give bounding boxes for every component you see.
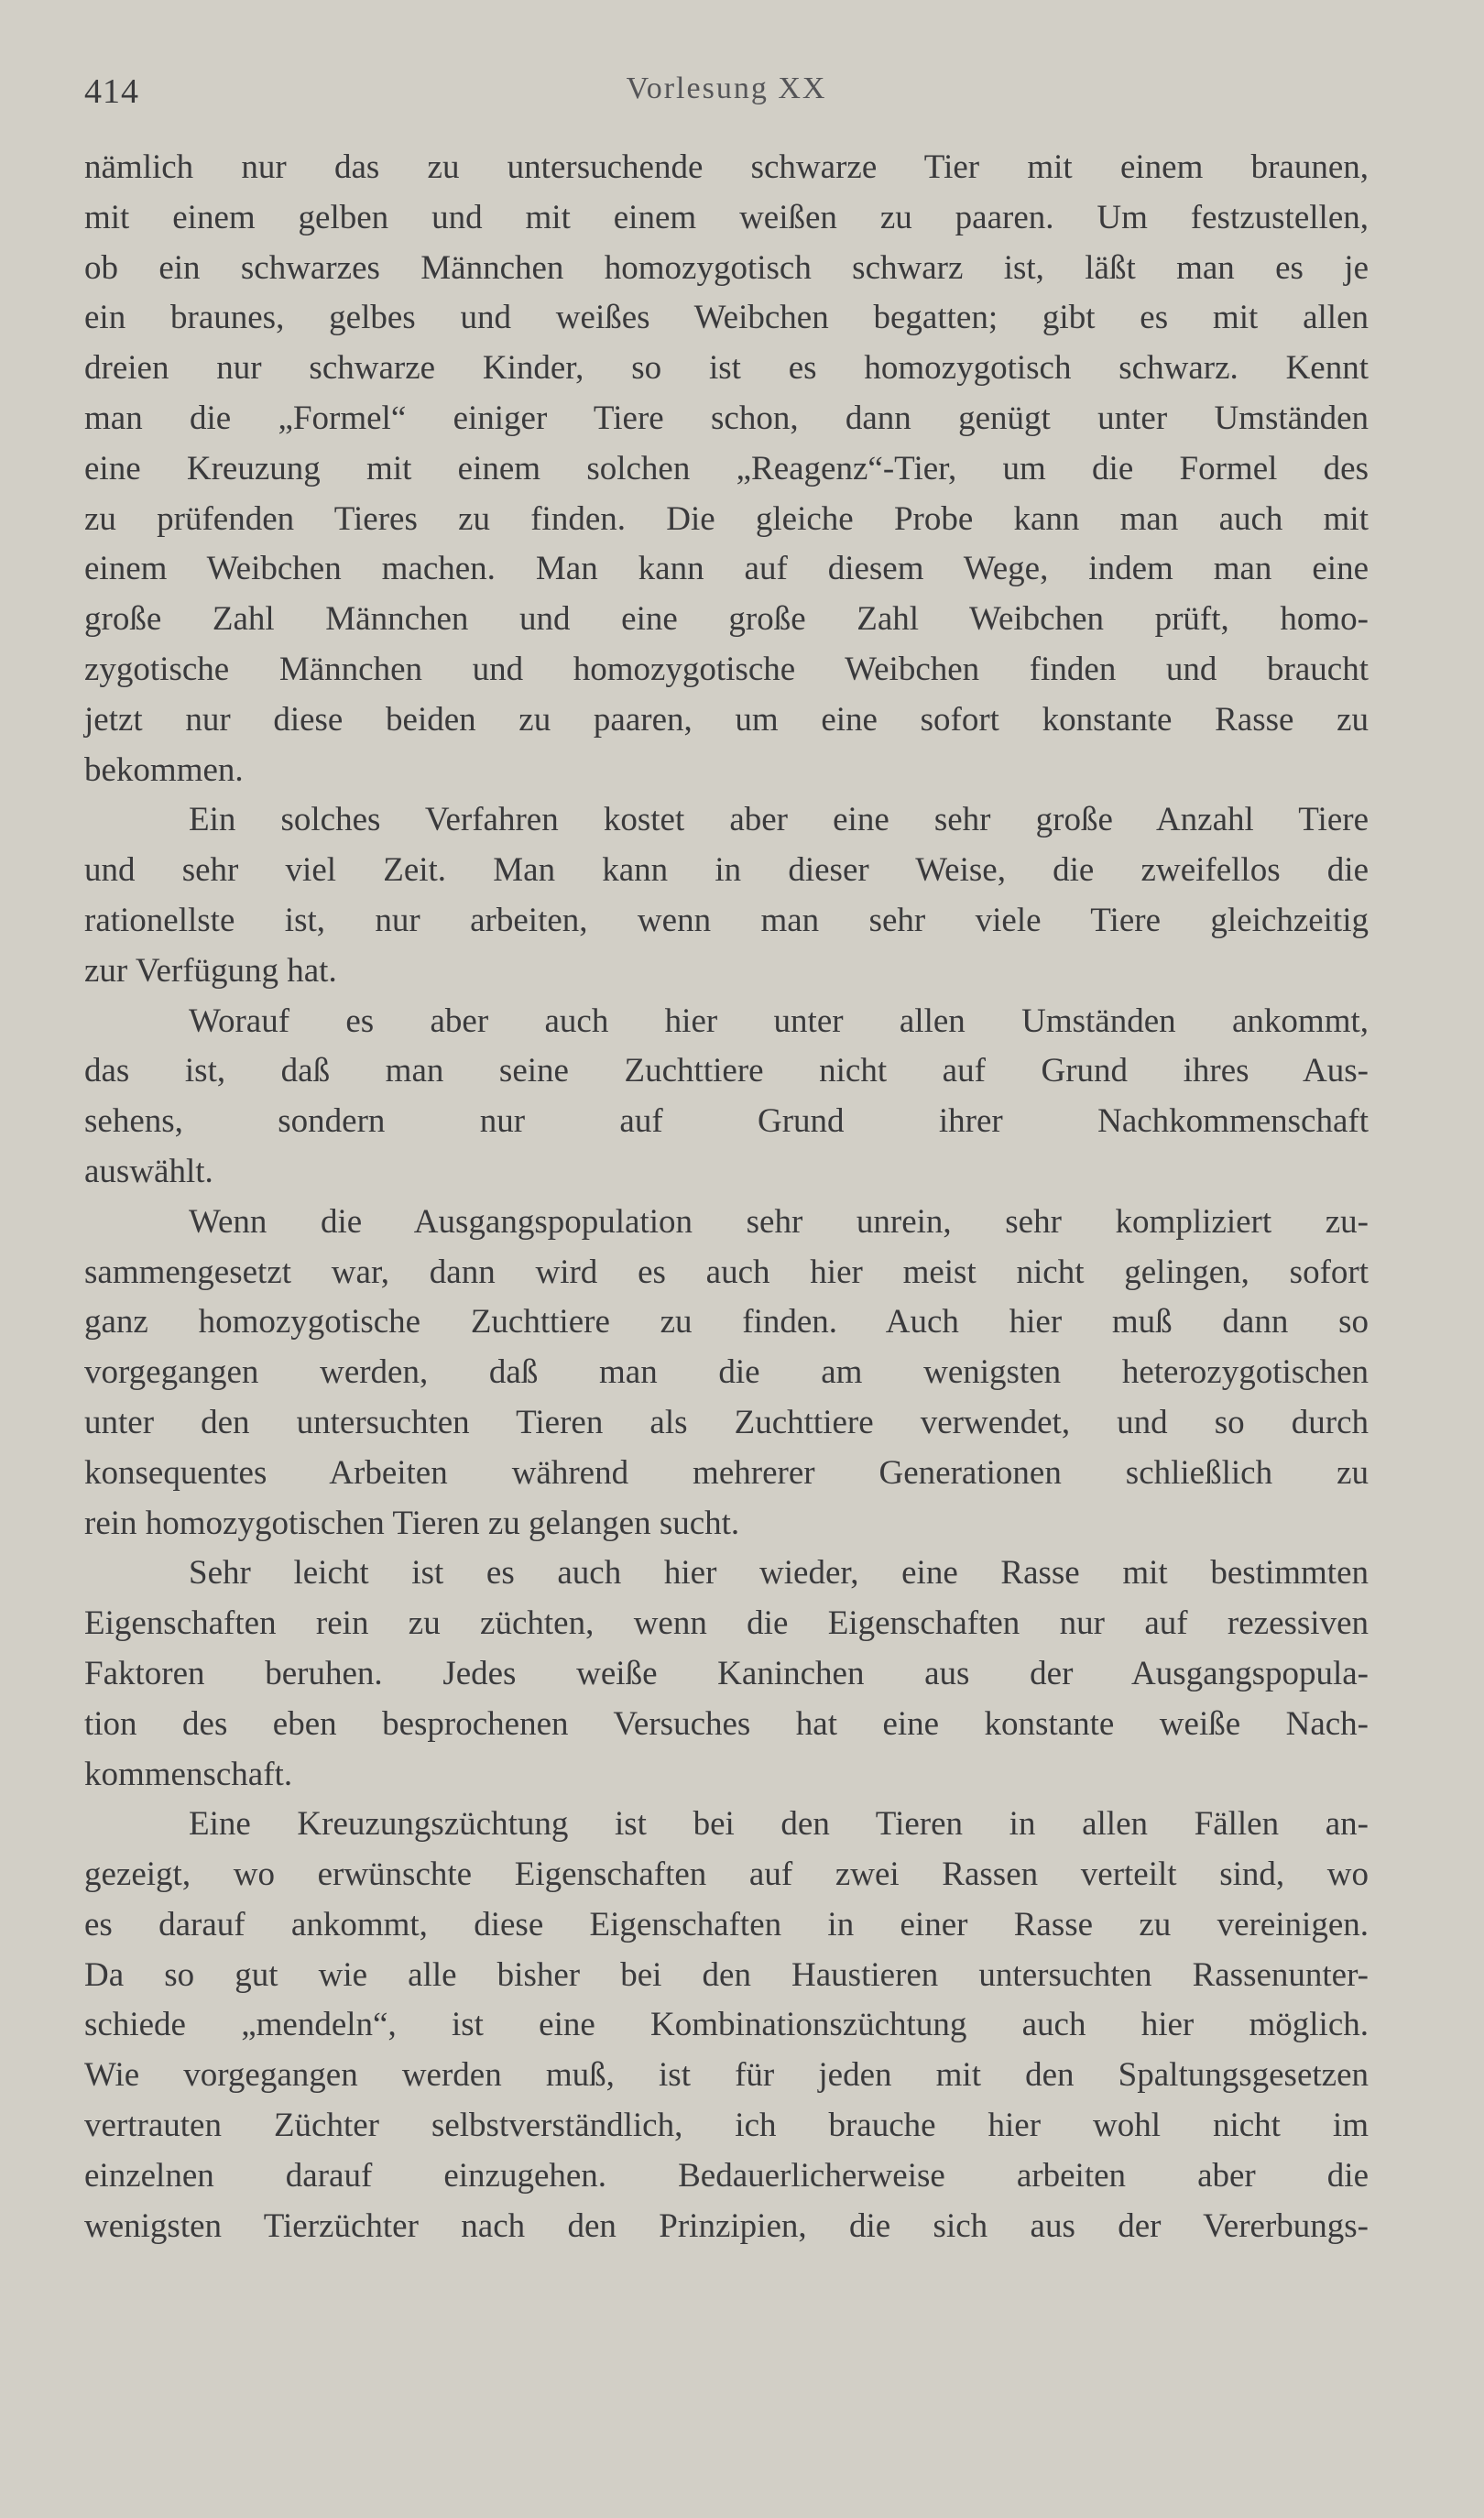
- text-line: zu prüfenden Tieres zu finden. Die gleiche Probe kann man auch mit: [84, 499, 1369, 538]
- text-line: und sehr viel Zeit. Man kann in dieser Weise, die zweifellos die: [84, 851, 1369, 890]
- page-number: 414: [84, 72, 139, 111]
- text-line: Wie vorgegangen werden muß, ist für jeden mit den Spaltungsgesetzen: [84, 2056, 1369, 2095]
- text-line: dreien nur schwarze Kinder, so ist es homozygotisch schwarz. Kennt: [84, 349, 1369, 388]
- text-line: Eine Kreuzungszüchtung ist bei den Tieren in allen Fällen an-: [189, 1805, 1369, 1844]
- text-line: einem Weibchen machen. Man kann auf diesem Wege, indem man eine: [84, 550, 1369, 588]
- text-line: rein homozygotischen Tieren zu gelangen sucht.: [84, 1504, 740, 1542]
- text-line: sammengesetzt war, dann wird es auch hier meist nicht gelingen, sofort: [84, 1253, 1369, 1291]
- text-line: Worauf es aber auch hier unter allen Umständen ankommt,: [189, 1002, 1369, 1040]
- text-line: man die „Formel“ einiger Tiere schon, dann genügt unter Umständen: [84, 399, 1369, 437]
- text-line: rationellste ist, nur arbeiten, wenn man sehr viele Tiere gleichzeitig: [84, 901, 1369, 939]
- text-line: ob ein schwarzes Männchen homozygotisch schwarz ist, läßt man es je: [84, 248, 1369, 287]
- text-line: ganz homozygotische Zuchttiere zu finden. Auch hier muß dann so: [84, 1303, 1369, 1341]
- text-line: mit einem gelben und mit einem weißen zu paaren. Um festzustellen,: [84, 198, 1369, 236]
- text-line: vorgegangen werden, daß man die am wenigsten heterozygotischen: [84, 1353, 1369, 1392]
- text-line: Eigenschaften rein zu züchten, wenn die Eigenschaften nur auf rezessiven: [84, 1604, 1369, 1643]
- text-line: große Zahl Männchen und eine große Zahl Weibchen prüft, homo-: [84, 600, 1369, 639]
- page-header: [84, 71, 1369, 126]
- text-line: unter den untersuchten Tieren als Zuchttiere verwendet, und so durch: [84, 1403, 1369, 1441]
- text-line: einzelnen darauf einzugehen. Bedauerlicherweise arbeiten aber die: [84, 2156, 1369, 2195]
- text-line: Da so gut wie alle bisher bei den Haustieren untersuchten Rassenunter-: [84, 1955, 1369, 1994]
- text-line: sehens, sondern nur auf Grund ihrer Nachkommenschaft: [84, 1102, 1369, 1141]
- text-line: auswählt.: [84, 1152, 213, 1190]
- text-line: schiede „mendeln“, ist eine Kombinationszüchtung auch hier möglich.: [84, 2006, 1369, 2044]
- text-line: ein braunes, gelbes und weißes Weibchen begatten; gibt es mit allen: [84, 299, 1369, 337]
- text-line: eine Kreuzung mit einem solchen „Reagenz“-Tier, um die Formel des: [84, 449, 1369, 487]
- text-line: Sehr leicht ist es auch hier wieder, eine Rasse mit bestimmten: [189, 1554, 1369, 1593]
- running-head: Vorlesung XX: [626, 71, 827, 105]
- text-line: das ist, daß man seine Zuchttiere nicht auf Grund ihres Aus-: [84, 1052, 1369, 1090]
- body-text: [84, 143, 1369, 2251]
- text-line: konsequentes Arbeiten während mehrerer Generationen schließlich zu: [84, 1453, 1369, 1492]
- text-line: vertrauten Züchter selbstverständlich, ich brauche hier wohl nicht im: [84, 2107, 1369, 2145]
- text-line: zygotische Männchen und homozygotische Weibchen finden und braucht: [84, 650, 1369, 688]
- text-line: nämlich nur das zu untersuchende schwarze Tier mit einem braunen,: [84, 148, 1369, 186]
- text-line: wenigsten Tierzüchter nach den Prinzipien, die sich aus der Vererbungs-: [84, 2206, 1369, 2245]
- text-line: Faktoren beruhen. Jedes weiße Kaninchen aus der Ausgangspopula-: [84, 1654, 1369, 1692]
- text-line: bekommen.: [84, 750, 244, 789]
- text-line: zur Verfügung hat.: [84, 951, 337, 990]
- text-line: kommenschaft.: [84, 1755, 293, 1793]
- text-line: es darauf ankommt, diese Eigenschaften in einer Rasse zu vereinigen.: [84, 1905, 1369, 1943]
- text-line: gezeigt, wo erwünschte Eigenschaften auf zwei Rassen verteilt sind, wo: [84, 1856, 1369, 1894]
- text-line: Wenn die Ausgangspopulation sehr unrein, sehr kompliziert zu-: [189, 1202, 1369, 1241]
- text-line: jetzt nur diese beiden zu paaren, um eine sofort konstante Rasse zu: [84, 700, 1369, 739]
- text-line: Ein solches Verfahren kostet aber eine sehr große Anzahl Tiere: [189, 801, 1369, 839]
- text-line: tion des eben besprochenen Versuches hat eine konstante weiße Nach-: [84, 1704, 1369, 1743]
